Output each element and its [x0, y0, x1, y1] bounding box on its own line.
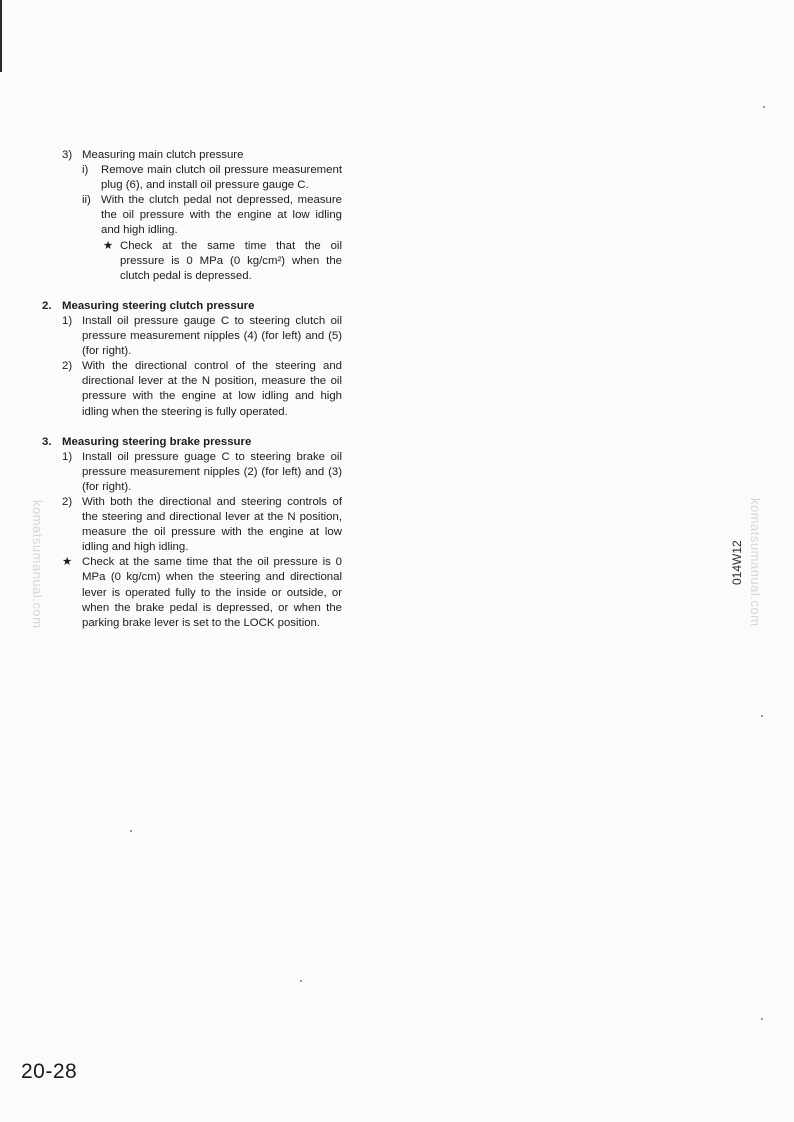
step-text: Install oil pressure guage C to steering brake oil pressure measurement nipples (2) (for left) and (3) (for right).: [82, 450, 342, 493]
section-steering-clutch-heading: [40, 299, 342, 314]
section-number: 3.: [42, 435, 52, 448]
item-number: 3): [62, 149, 73, 161]
item-title: Measuring main clutch pressure: [82, 149, 244, 161]
step-number: i): [82, 164, 89, 177]
section-steering-brake-heading: [40, 435, 342, 450]
steering-clutch-step-1: [40, 314, 342, 359]
star-icon: ★: [62, 556, 73, 569]
section-number: 2.: [42, 299, 52, 312]
main-clutch-step-i: [40, 163, 342, 193]
scan-speck: [761, 1018, 763, 1020]
step-text: Remove main clutch oil pressure measurement plug (6), and install oil pressure gauge C.: [101, 164, 342, 192]
scan-speck: [763, 106, 765, 108]
manual-text-column: [40, 148, 342, 631]
main-clutch-step-ii: [40, 193, 342, 238]
steering-brake-step-2: [40, 495, 342, 555]
step-number: 1): [62, 450, 73, 463]
steering-clutch-step-2: [40, 359, 342, 419]
scan-speck: [761, 715, 763, 717]
main-clutch-heading: [40, 148, 342, 163]
step-number: 2): [62, 360, 73, 373]
step-text: With the directional control of the steering and directional lever at the N position, measure the oil pressure with the engine at low idling and high idling when the steering is fully operated.: [82, 360, 342, 418]
section-title: Measuring steering brake pressure: [62, 435, 252, 448]
watermark-right: komatsumanual.com: [748, 498, 763, 627]
step-number: 2): [62, 495, 73, 508]
note-text: Check at the same time that the oil pressure is 0 MPa (0 kg/cm²) when the clutch pedal is depressed.: [120, 239, 342, 282]
step-number: ii): [82, 194, 91, 207]
scan-edge-mark: [0, 0, 2, 72]
steering-brake-note: [40, 555, 342, 630]
step-number: 1): [62, 314, 73, 327]
section-title: Measuring steering clutch pressure: [62, 299, 255, 312]
note-text: Check at the same time that the oil pressure is 0 MPa (0 kg/cm) when the steering and directional lever is operated fully to the inside or outside, or when the brake pedal is depressed, or when the parking brake lever is set to the LOCK position.: [82, 556, 342, 629]
scan-speck: [300, 980, 302, 982]
step-text: With both the directional and steering controls of the steering and directional lever at the N position, measure the oil pressure with the engine at low idling and high idling.: [82, 495, 342, 554]
star-icon: ★: [103, 239, 114, 252]
steering-brake-step-1: [40, 450, 342, 495]
figure-id-label: 014W12: [730, 540, 744, 585]
step-text: Install oil pressure gauge C to steering clutch oil pressure measurement nipples (4) (for left) and (5) (for right).: [82, 314, 342, 358]
main-clutch-note: [40, 239, 342, 284]
watermark-left: komatsumanual.com: [30, 500, 45, 629]
scan-speck: [130, 830, 132, 832]
page-number: 20-28: [21, 1060, 78, 1083]
step-text: With the clutch pedal not depressed, measure the oil pressure with the engine at low idling and high idling.: [101, 194, 342, 237]
